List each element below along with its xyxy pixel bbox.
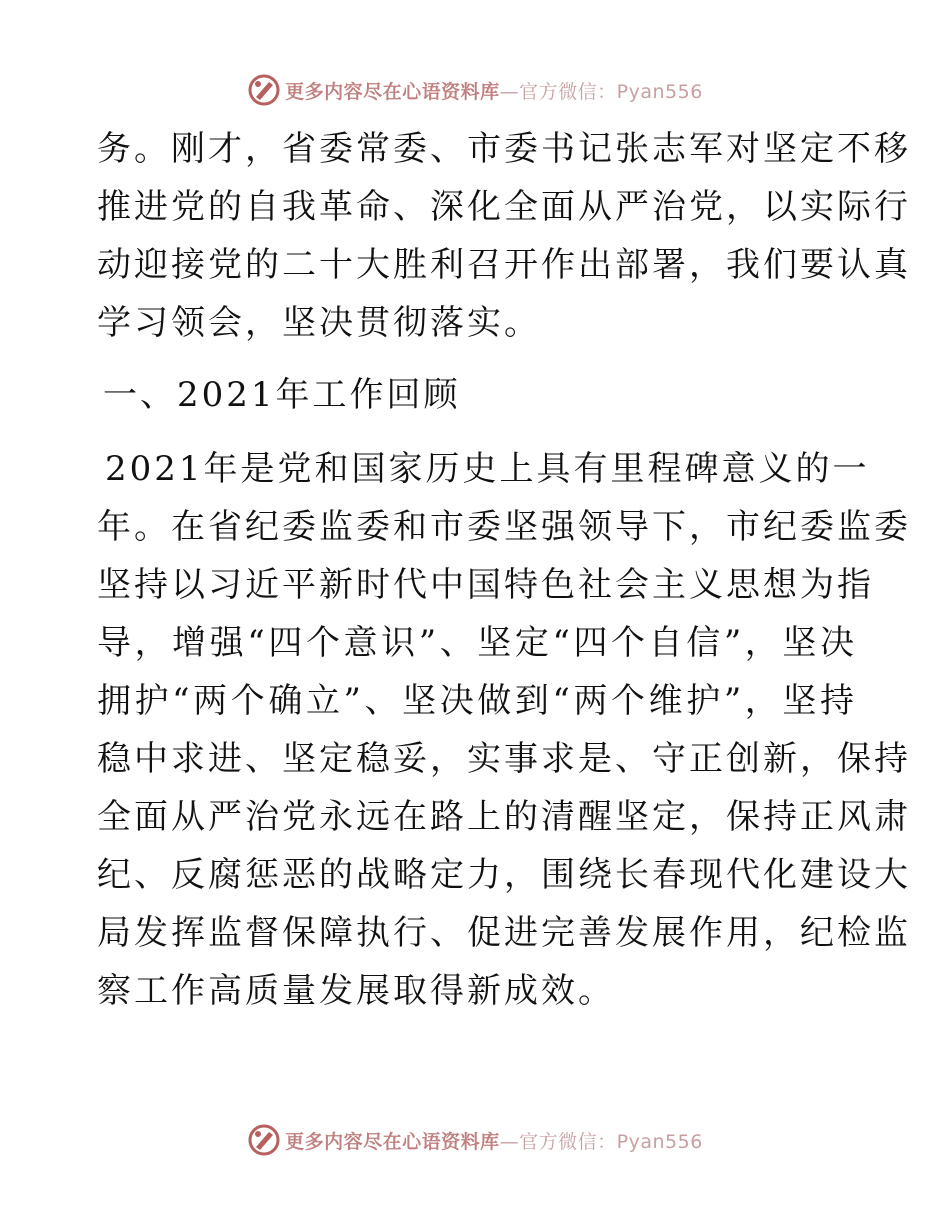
footer-watermark — [0, 1120, 950, 1160]
paragraph-line: 察工作高质量发展取得新成效。 — [97, 971, 615, 1011]
paragraph-line: 年。在省纪委监委和市委坚强领导下，市纪委监委 — [97, 507, 911, 547]
paragraph-line: 局发挥监督保障执行、促进完善发展作用，纪检监 — [97, 913, 911, 953]
red-circle-pen-logo-icon — [247, 73, 281, 107]
paragraph-line: 导，增强“四个意识”、坚定“四个自信”，坚决 — [97, 623, 857, 663]
paragraph-line: 坚持以习近平新时代中国特色社会主义思想为指 — [97, 565, 874, 605]
watermark-text: 更多内容尽在心语资料库—官方微信：Pyan556 — [285, 1130, 703, 1153]
body-line: 动迎接党的二十大胜利召开作出部署，我们要认真 — [97, 245, 911, 285]
paragraph-line: 拥护“两个确立”、坚决做到“两个维护”，坚持 — [97, 681, 857, 721]
paragraph-line: 2021年是党和国家历史上具有里程碑意义的一 — [105, 449, 870, 489]
body-line: 务。刚才，省委常委、市委书记张志军对坚定不移 — [97, 129, 911, 169]
watermark-text: 更多内容尽在心语资料库—官方微信：Pyan556 — [285, 80, 703, 103]
header-watermark — [0, 70, 950, 110]
document-body — [97, 120, 911, 1020]
paragraph-line: 稳中求进、坚定稳妥，实事求是、守正创新，保持 — [97, 739, 911, 779]
paragraph-line: 纪、反腐惩恶的战略定力，围绕长春现代化建设大 — [97, 855, 911, 895]
body-line: 推进党的自我革命、深化全面从严治党，以实际行 — [97, 187, 911, 227]
paragraph-line: 全面从严治党永远在路上的清醒坚定，保持正风肃 — [97, 797, 911, 837]
body-line: 学习领会，坚决贯彻落实。 — [97, 303, 541, 343]
section-heading: 一、2021年工作回顾 — [103, 375, 461, 415]
red-circle-pen-logo-icon — [247, 1123, 281, 1157]
